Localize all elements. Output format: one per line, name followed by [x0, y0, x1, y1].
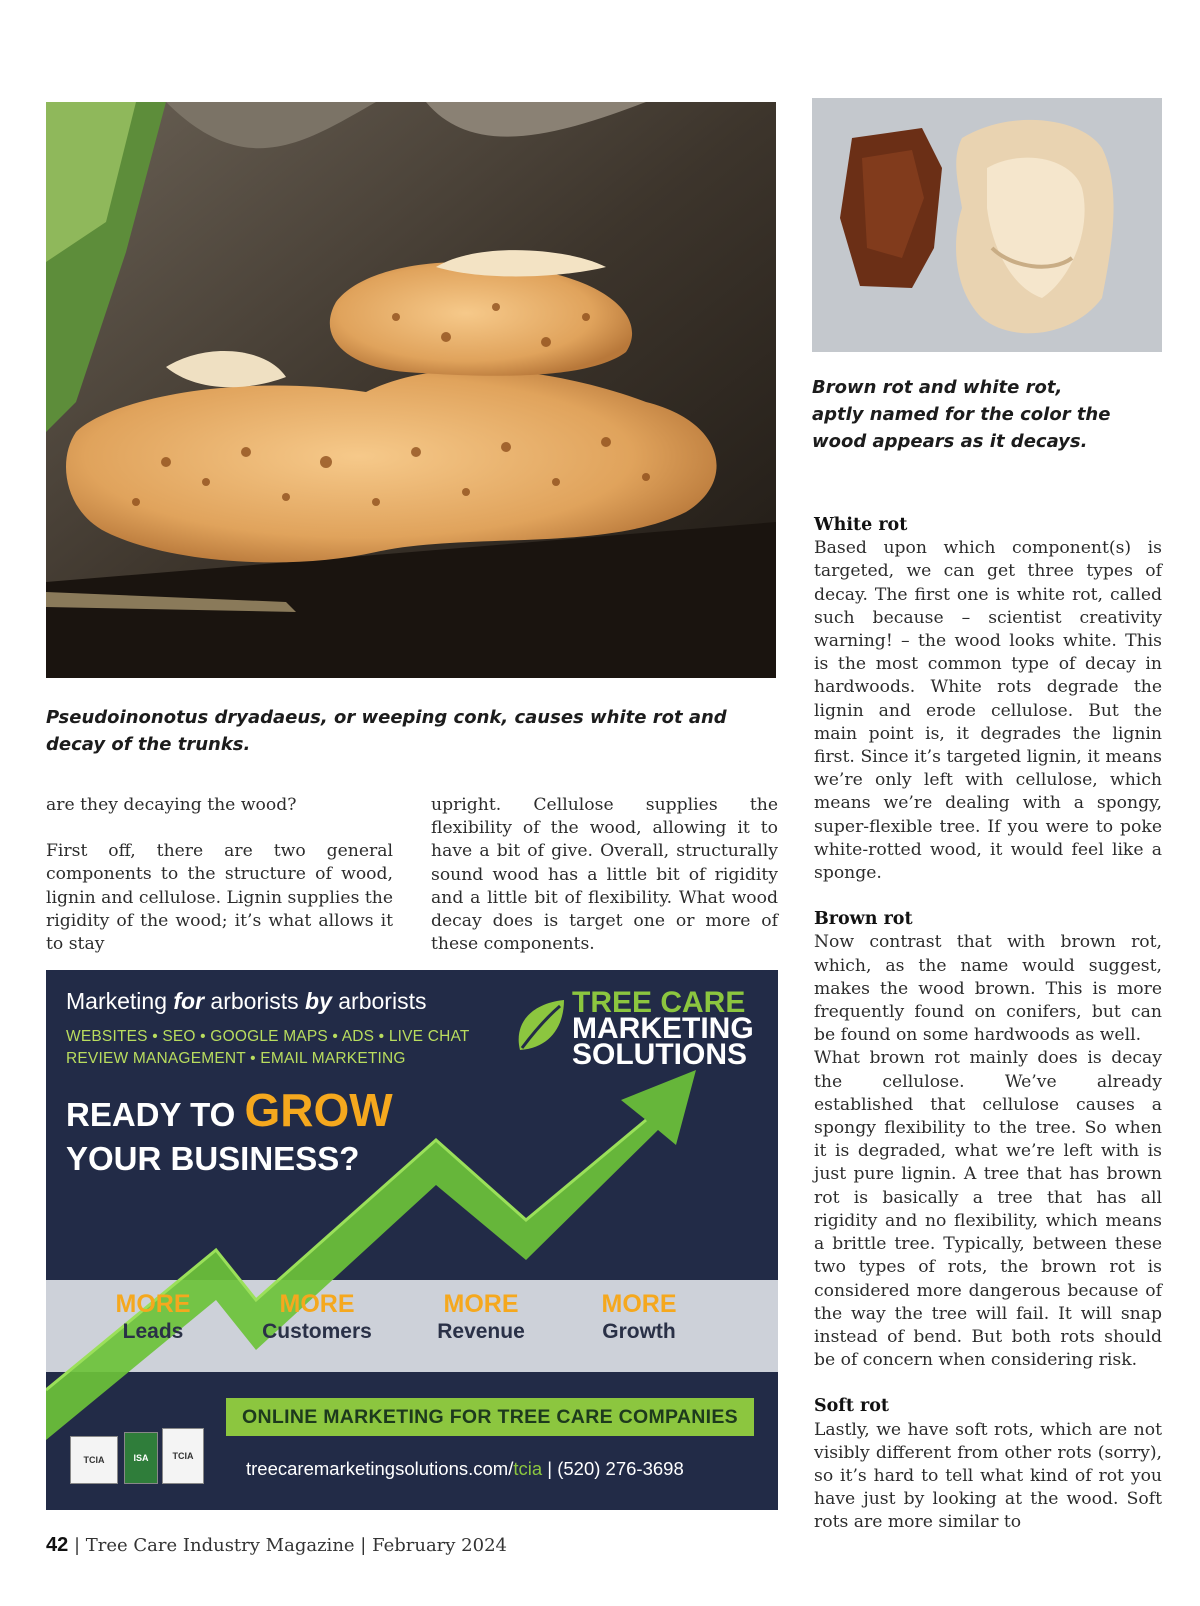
section-heading-brown-rot: Brown rot [814, 909, 913, 930]
more-label: MORE [279, 1290, 355, 1318]
weeping-conk-photo [46, 102, 776, 678]
section-heading-white-rot: White rot [814, 515, 908, 535]
page-number: 42 [46, 1534, 69, 1556]
ad-phone[interactable]: | (520) 276-3698 [547, 1458, 684, 1479]
more-value: Leads [122, 1320, 184, 1343]
footer-text: | Tree Care Industry Magazine | February 2024 [68, 1535, 507, 1556]
paragraph: Lastly, we have soft rots, which are not visibly different from other rots (sorry), so it’s hard to tell what kind of rot you have just by looking at the wood. Soft rots are more similar to [814, 1419, 1162, 1533]
tree-care-marketing-ad[interactable] [46, 970, 778, 1510]
isa-badge [124, 1432, 158, 1484]
article-column-middle [431, 794, 778, 956]
more-customers [242, 1290, 392, 1346]
ad-headline [66, 1084, 393, 1181]
rot-samples-photo [812, 98, 1162, 352]
headline-text: READY TO [66, 1096, 245, 1133]
services-line: WEBSITES • SEO • GOOGLE MAPS • ADS • LIVE CHAT [66, 1028, 470, 1045]
logo-text: MARKETING [572, 1012, 754, 1045]
logo-text: TREE CARE [572, 986, 746, 1019]
ad-tagline [66, 988, 426, 1015]
headline-text: YOUR BUSINESS? [66, 1140, 360, 1177]
paragraph: What brown rot mainly does is decay the cellulose. We’ve already established that cellulose causes a spongy flexibility to the tree. So when it is degraded, what we’re left with is just pure lignin. A tree that has brown rot is basically a tree that has all rigidity and no flexibility, which means a brittle tree. Typically, between these two types of rots, the brown rot is considered more dangerous because of the way the tree will fail. It will snap instead of bend. But both rots should be of concern when considering risk. [814, 1048, 1162, 1371]
tcia-member-badge [70, 1436, 118, 1484]
more-revenue [406, 1290, 556, 1346]
ad-url[interactable]: treecaremarketingsolutions.com/ [246, 1458, 514, 1479]
paragraph: are they decaying the wood? [46, 795, 297, 815]
section-heading-soft-rot: Soft rot [814, 1396, 889, 1417]
badge-label: ISA [133, 1453, 149, 1463]
tagline-for: for [173, 988, 205, 1014]
more-label: MORE [601, 1290, 677, 1318]
photo2-caption: Brown rot and white rot, aptly named for the color the wood appears as it decays. [812, 377, 1111, 452]
more-leads [78, 1290, 228, 1346]
paragraph: upright. Cellulose supplies the flexibility of the wood, allowing it to have a bit of give. Overall, structurally sound wood has a little bit of rigidity and a little bit of flexibility. What wood decay does is target one or more of these components. [431, 795, 778, 955]
badge-label: TCIA [83, 1455, 105, 1465]
fungus-illustration [46, 102, 776, 678]
paragraph: Based upon which component(s) is targeted, we can get three types of decay. The first one is white rot, called such because – scientist creativity warning! – the wood looks white. This is the most common type of decay in hardwoods. White rots degrade the lignin and erode cellulose. But the main point is, it degrades the lignin first. Since it’s targeted lignin, it means we’re only left with cellulose, which means we’re dealing with a spongy, super-flexible tree. If you were to poke white-rotted wood, it would feel like a sponge. [814, 538, 1162, 884]
tagline-text: arborists [331, 988, 427, 1014]
paragraph: Now contrast that with brown rot, which, as the name would suggest, makes the wood brown. This is more frequently found on conifers, but can be found on some hardwoods as well. [814, 932, 1162, 1046]
ad-services [66, 1026, 470, 1070]
ad-contact[interactable] [246, 1458, 684, 1480]
tagline-text: arborists [204, 988, 306, 1014]
rot-samples-illustration [812, 98, 1162, 352]
more-label: MORE [115, 1290, 191, 1318]
photo1-caption: Pseudoinonotus dryadaeus, or weeping conk, causes white rot and decay of the trunks. [46, 707, 727, 755]
more-growth [564, 1290, 714, 1346]
headline-grow: GROW [244, 1084, 393, 1136]
more-value: Customers [262, 1320, 372, 1343]
badge-label: TCIA [172, 1451, 194, 1461]
more-value: Revenue [437, 1320, 525, 1343]
ad-cta-banner[interactable]: ONLINE MARKETING FOR TREE CARE COMPANIES [226, 1398, 754, 1436]
more-value: Growth [602, 1320, 676, 1343]
logo-text: SOLUTIONS [572, 1038, 748, 1071]
tagline-text: Marketing [66, 988, 174, 1014]
paragraph: First off, there are two general components to the structure of wood, lignin and cellulose. Lignin supplies the rigidity of the wood; it’s what allows it to stay [46, 841, 394, 955]
leaf-icon [514, 996, 570, 1056]
article-column-right [814, 514, 1162, 1535]
page-footer [46, 1534, 507, 1557]
tagline-by: by [305, 988, 332, 1014]
ad-url-suffix[interactable]: tcia [513, 1458, 543, 1479]
article-column-left [46, 794, 393, 956]
tcia-accredited-badge [162, 1428, 204, 1484]
more-label: MORE [443, 1290, 519, 1318]
services-line: REVIEW MANAGEMENT • EMAIL MARKETING [66, 1050, 406, 1067]
